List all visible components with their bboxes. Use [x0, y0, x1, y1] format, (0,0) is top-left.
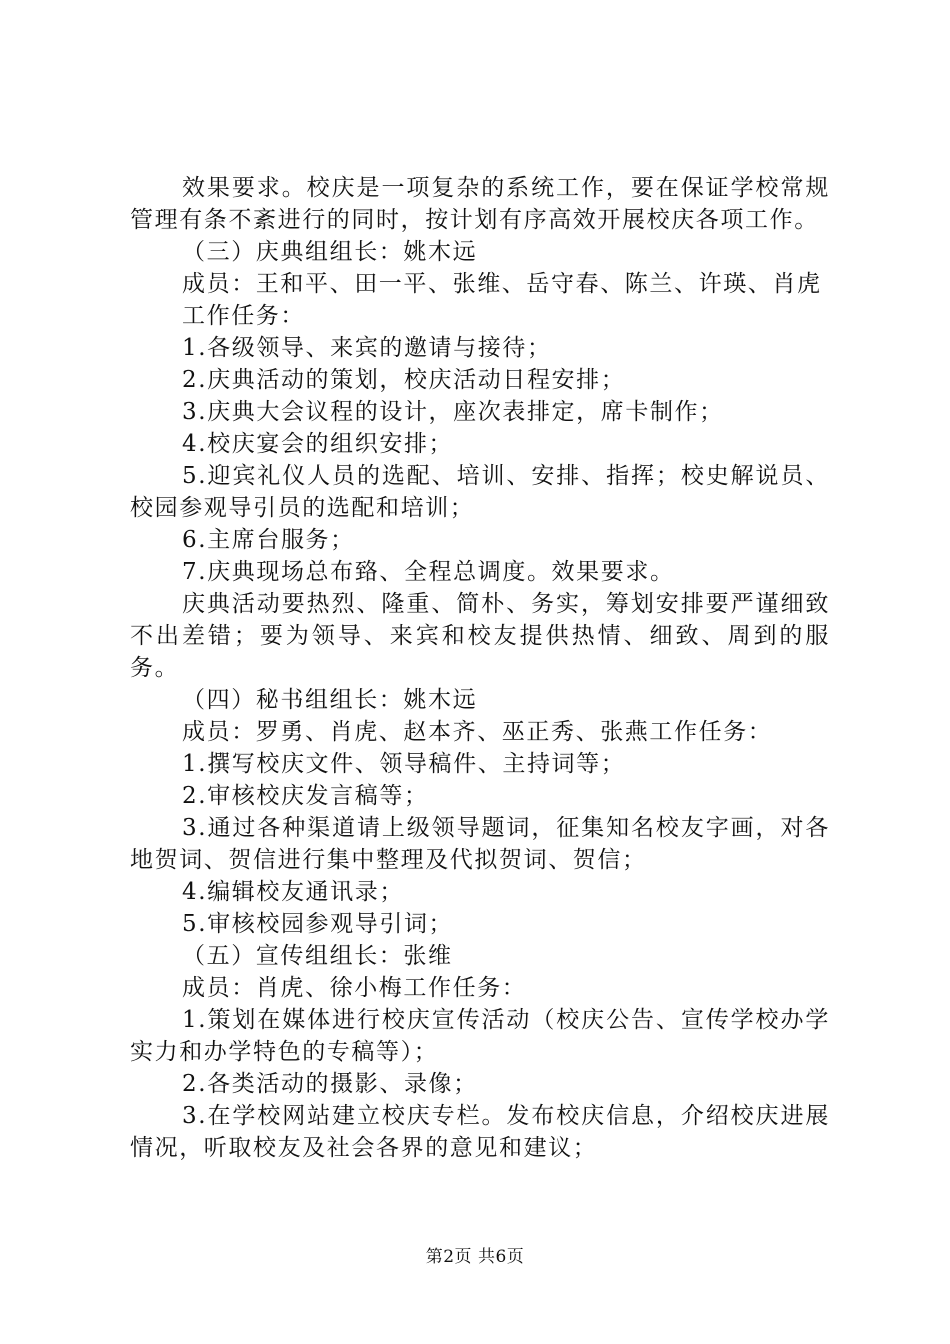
list-item: 4.编辑校友通讯录；: [182, 879, 404, 905]
list-item: 1.策划在媒体进行校庆宣传活动（校庆公告、宣传学校办学实力和办学特色的专稿等）；: [130, 1007, 830, 1065]
page-footer: 第2页 共6页: [425, 1247, 525, 1267]
list-item: 3.通过各种渠道请上级领导题词，征集知名校友字画，对各地贺词、贺信进行集中整理及代拟贺词、贺信；: [130, 815, 830, 873]
list-item: 2.审核校庆发言稿等；: [182, 783, 429, 809]
list-item: 2.各类活动的摄影、录像；: [182, 1071, 478, 1097]
list-item: 7.庆典现场总布臵、全程总调度。效果要求。: [182, 559, 675, 585]
section-heading: （四）秘书组组长：姚木远: [182, 687, 478, 713]
list-item: 2.庆典活动的策划，校庆活动日程安排；: [182, 367, 626, 393]
paragraph: 成员：王和平、田一平、张维、岳守春、陈兰、许瑛、肖虎: [182, 271, 822, 297]
list-item: 4.校庆宴会的组织安排；: [182, 431, 454, 457]
list-item: 6.主席台服务；: [182, 527, 355, 553]
section-heading: （五）宣传组组长：张维: [182, 943, 453, 969]
list-item: 5.审核校园参观导引词；: [182, 911, 454, 937]
paragraph: 庆典活动要热烈、隆重、简朴、务实，筹划安排要严谨细致不出差错；要为领导、来宾和校友提供热情、细致、周到的服务。: [130, 591, 830, 681]
list-item: 3.在学校网站建立校庆专栏。发布校庆信息，介绍校庆进展情况，听取校友及社会各界的意见和建议；: [130, 1103, 830, 1161]
paragraph: 成员：肖虎、徐小梅工作任务：: [182, 975, 527, 1001]
list-item: 3.庆典大会议程的设计，座次表排定，席卡制作；: [182, 399, 724, 425]
document-body: [130, 172, 830, 1164]
list-item: 1.各级领导、来宾的邀请与接待；: [182, 335, 552, 361]
paragraph: 成员：罗勇、肖虎、赵本齐、巫正秀、张燕工作任务：: [182, 719, 773, 745]
section-heading: （三）庆典组组长：姚木远: [182, 239, 478, 265]
paragraph: 工作任务：: [182, 303, 305, 329]
paragraph: 效果要求。校庆是一项复杂的系统工作，要在保证学校常规管理有条不紊进行的同时，按计划有序高效开展校庆各项工作。: [130, 175, 830, 233]
list-item: 1.撰写校庆文件、领导稿件、主持词等；: [182, 751, 626, 777]
list-item: 5.迎宾礼仪人员的选配、培训、安排、指挥；校史解说员、校园参观导引员的选配和培训；: [130, 463, 830, 521]
